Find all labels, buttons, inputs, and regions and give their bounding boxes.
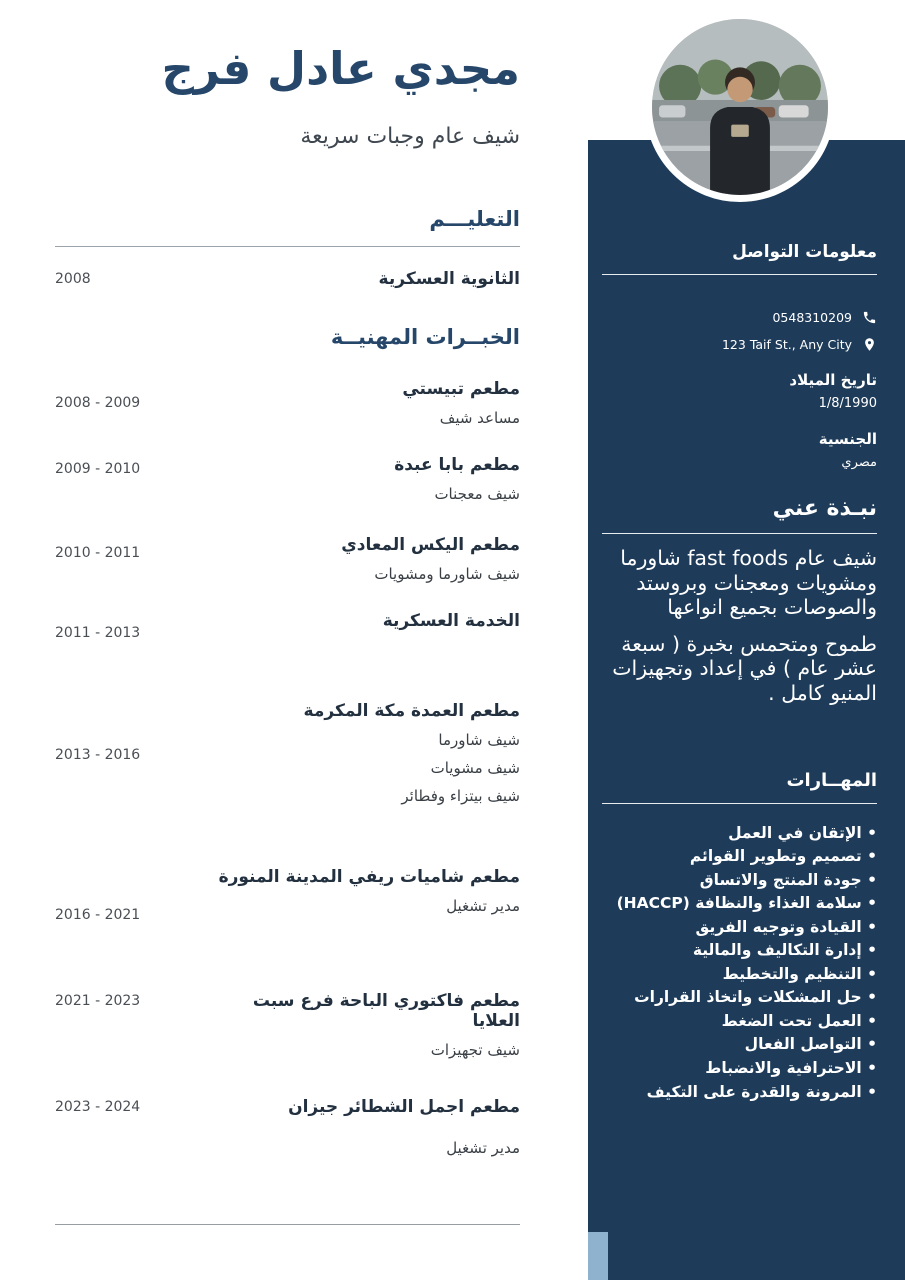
candidate-name: مجدي عادل فرج (161, 42, 520, 95)
address-row (602, 336, 877, 352)
experience-title: مطعم بابا عبدة (394, 455, 520, 475)
address-text: 123 Taif St., Any City (721, 336, 852, 352)
skills-divider (602, 803, 877, 804)
experience-years: 2023 - 2024 (55, 1099, 141, 1115)
dob-label: تاريخ الميلاد (789, 371, 877, 389)
skills-heading: المهــارات (786, 769, 877, 791)
about-divider (602, 533, 877, 534)
candidate-title: شيف عام وجبات سريعة (300, 124, 520, 149)
experience-item (55, 455, 520, 503)
education-title: الثانوية العسكرية (378, 269, 520, 289)
experience-title: مطعم العمدة مكة المكرمة (303, 701, 520, 721)
experience-years: 2011 - 2013 (55, 625, 141, 641)
experience-item (55, 991, 520, 1059)
phone-number: 0548310209 (772, 309, 852, 325)
experience-years: 2009 - 2010 (55, 461, 141, 477)
experience-title: الخدمة العسكرية (382, 611, 520, 631)
experience-years: 2021 - 2023 (55, 993, 141, 1009)
experience-role: شيف بيتزاء وفطائر (401, 787, 520, 805)
skill-item: • التواصل الفعال (602, 1033, 877, 1057)
experience-item (55, 611, 520, 641)
about-text: شيف عام fast foods شاورما ومشويات ومعجنات وبروستد والصوصات بجميع انواعها (620, 546, 877, 620)
nationality-label: الجنسية (818, 430, 877, 448)
experience-role: مساعد شيف (439, 409, 520, 427)
skill-item: • المرونة والقدرة على التكيف (602, 1081, 877, 1105)
education-divider (55, 246, 520, 247)
sidebar (588, 140, 905, 1280)
experience-role: شيف شاورما ومشويات (374, 565, 520, 583)
experience-role: شيف مشويات (430, 759, 520, 777)
about-heading: نبـذة عني (772, 496, 877, 521)
bottom-divider (55, 1224, 520, 1225)
skill-item: • جودة المنتج والاتساق (602, 869, 877, 893)
phone-row (602, 309, 877, 325)
skill-item: • الإتقان في العمل (602, 822, 877, 846)
experience-item (55, 1097, 520, 1157)
experience-title: مطعم فاكتوري الباحة فرع سبت العلايا (252, 991, 520, 1031)
contact-divider (602, 274, 877, 275)
experience-role: شيف شاورما (438, 731, 520, 749)
experience-title: مطعم اجمل الشطائر جيزان (288, 1097, 520, 1117)
experience-years: 2016 - 2021 (55, 907, 141, 923)
education-heading: التعليـــم (429, 207, 520, 231)
experience-years: 2013 - 2016 (55, 747, 141, 763)
about-text: طموح ومتحمس بخبرة ( سبعة عشر عام ) في إعداد وتجهيزات المنيو كامل . (612, 631, 877, 705)
skill-item: • تصميم وتطوير القوائم (602, 845, 877, 869)
experience-item (55, 867, 520, 923)
skill-item: • التنظيم والتخطيط (602, 963, 877, 987)
nationality-value: مصري (841, 455, 877, 470)
experience-title: مطعم شاميات ريفي المدينة المنورة (218, 867, 520, 887)
dob-value: 1/8/1990 (818, 396, 877, 411)
experience-years: 2008 - 2009 (55, 395, 141, 411)
skill-item: • حل المشكلات واتخاذ القرارات (602, 986, 877, 1010)
experience-heading: الخبــرات المهنيــة (330, 325, 520, 349)
skill-item: • سلامة الغذاء والنظافة (HACCP) (602, 892, 877, 916)
phone-icon (861, 309, 877, 325)
experience-title: مطعم تبيستي (402, 379, 520, 399)
education-item (55, 269, 520, 289)
experience-item (55, 535, 520, 583)
education-section (55, 207, 520, 289)
experience-item (55, 701, 520, 805)
experience-title: مطعم اليكس المعادي (341, 535, 520, 555)
location-pin-icon (861, 336, 877, 352)
experience-role: شيف معجنات (434, 485, 520, 503)
experience-role: مدير تشغيل (446, 1139, 520, 1157)
skill-item: • القيادة وتوجيه الفريق (602, 916, 877, 940)
education-year: 2008 (55, 271, 91, 287)
contact-heading: معلومات التواصل (732, 242, 877, 262)
skills-list (602, 822, 877, 1105)
skill-item: • الاحترافية والانضباط (602, 1057, 877, 1081)
experience-years: 2010 - 2011 (55, 545, 141, 561)
skill-item: • إدارة التكاليف والمالية (602, 939, 877, 963)
profile-photo (645, 12, 835, 202)
experience-role: مدير تشغيل (446, 897, 520, 915)
experience-item (55, 379, 520, 427)
experience-role: شيف تجهيزات (430, 1041, 520, 1059)
sidebar-corner-decoration (588, 1232, 608, 1280)
experience-section (55, 325, 520, 1157)
skill-item: • العمل تحت الضغط (602, 1010, 877, 1034)
